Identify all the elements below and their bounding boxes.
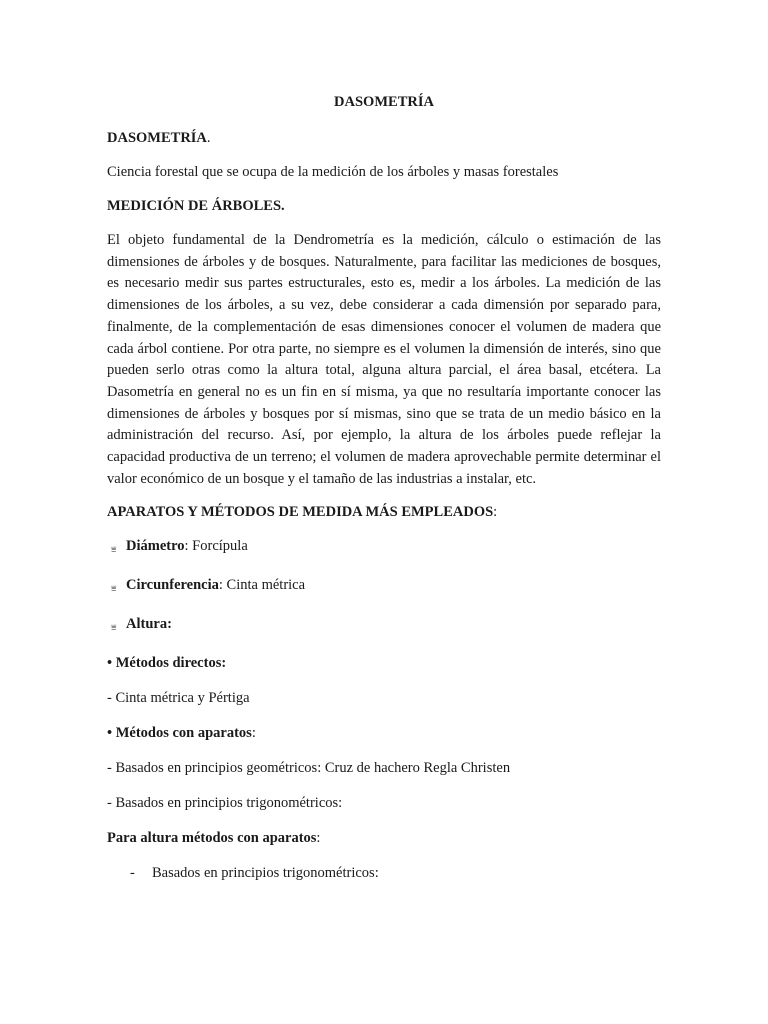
list-line-cinta: - Cinta métrica y Pértiga: [107, 690, 250, 707]
item-value: :: [167, 616, 172, 633]
subheading-punctuation: :: [251, 725, 256, 742]
section-heading-medicion: [107, 196, 661, 216]
list-item-altura: [107, 614, 661, 638]
list-item-trigonometricos: [107, 863, 661, 883]
heading-text: APARATOS Y MÉTODOS DE MEDIDA MÁS EMPLEADOS: [107, 504, 494, 521]
bullet-icon: ⩸: [111, 584, 117, 595]
document-title: DASOMETRÍA: [334, 94, 434, 110]
subheading-metodos-aparatos: [107, 723, 661, 743]
list-line-geometricos: - Basados en principios geométricos: Cruz de hachero Regla Christen: [107, 760, 511, 777]
section-heading-aparatos: [107, 502, 661, 522]
list-line-trigonometricos: - Basados en principios trigonométricos:: [107, 795, 343, 812]
bullet-icon: ⩸: [111, 623, 117, 634]
heading-punctuation: :: [493, 504, 498, 521]
section-heading-dasometria: [107, 128, 661, 148]
item-label: Altura: [126, 616, 168, 633]
body-paragraph: El objeto fundamental de la Dendrometría es la medición, cálculo o estimación de las dimensiones de árboles y de bosques. Naturalmente, para facilitar las mediciones de bosques, es necesario medir sus partes estructurales, esto es, medir a los árboles. La medición de las dimensiones de los árboles, a su vez, debe considerar a cada dimensión por separado para, finalmente, de la complementación de esas dimensiones conocer el volumen de madera que cada árbol contiene. Por otra parte, no siempre es el volumen la dimensión de interés, sino que pueden serlo otras como la altura total, alguna altura parcial, el área basal, etcétera. La Dasometría en general no es un fin en sí misma, ya que no resultaría importante conocer las dimensiones de árboles y bosques por sí mismas, sino que se trata de un medio básico en la administración del recurso. Así, por ejemplo, la altura de los árboles puede reflejar la capacidad productiva de un terreno; el volumen de madera aprovechable permite determinar el valor económico de un bosque y el tamaño de las industrias a instalar, etc.: [107, 232, 661, 487]
heading-punctuation: .: [281, 198, 285, 214]
list-dash: -: [130, 865, 135, 882]
subheading-para-altura: [107, 828, 661, 848]
subheading-text: Para altura métodos con aparatos: [107, 830, 317, 847]
item-label: Diámetro: [126, 538, 185, 555]
item-label: Circunferencia: [126, 577, 219, 594]
definition-text: Ciencia forestal que se ocupa de la medición de los árboles y masas forestales: [107, 164, 559, 180]
subheading-punctuation: :: [316, 830, 321, 847]
subheading-text: • Métodos con aparatos: [107, 725, 252, 742]
bullet-icon: ⩸: [111, 545, 117, 556]
list-item-circunferencia: [107, 575, 661, 599]
heading-punctuation: .: [206, 130, 211, 146]
list-item-diametro: [107, 536, 661, 560]
item-value: : Forcípula: [184, 538, 248, 555]
subheading-metodos-directos: • Métodos directos:: [107, 655, 227, 672]
item-value: : Cinta métrica: [218, 577, 306, 594]
document-page: [107, 92, 661, 898]
heading-text: DASOMETRÍA: [107, 130, 207, 146]
heading-text: MEDICIÓN DE ÁRBOLES: [107, 198, 282, 214]
list-item-text: Basados en principios trigonométricos:: [152, 865, 379, 882]
